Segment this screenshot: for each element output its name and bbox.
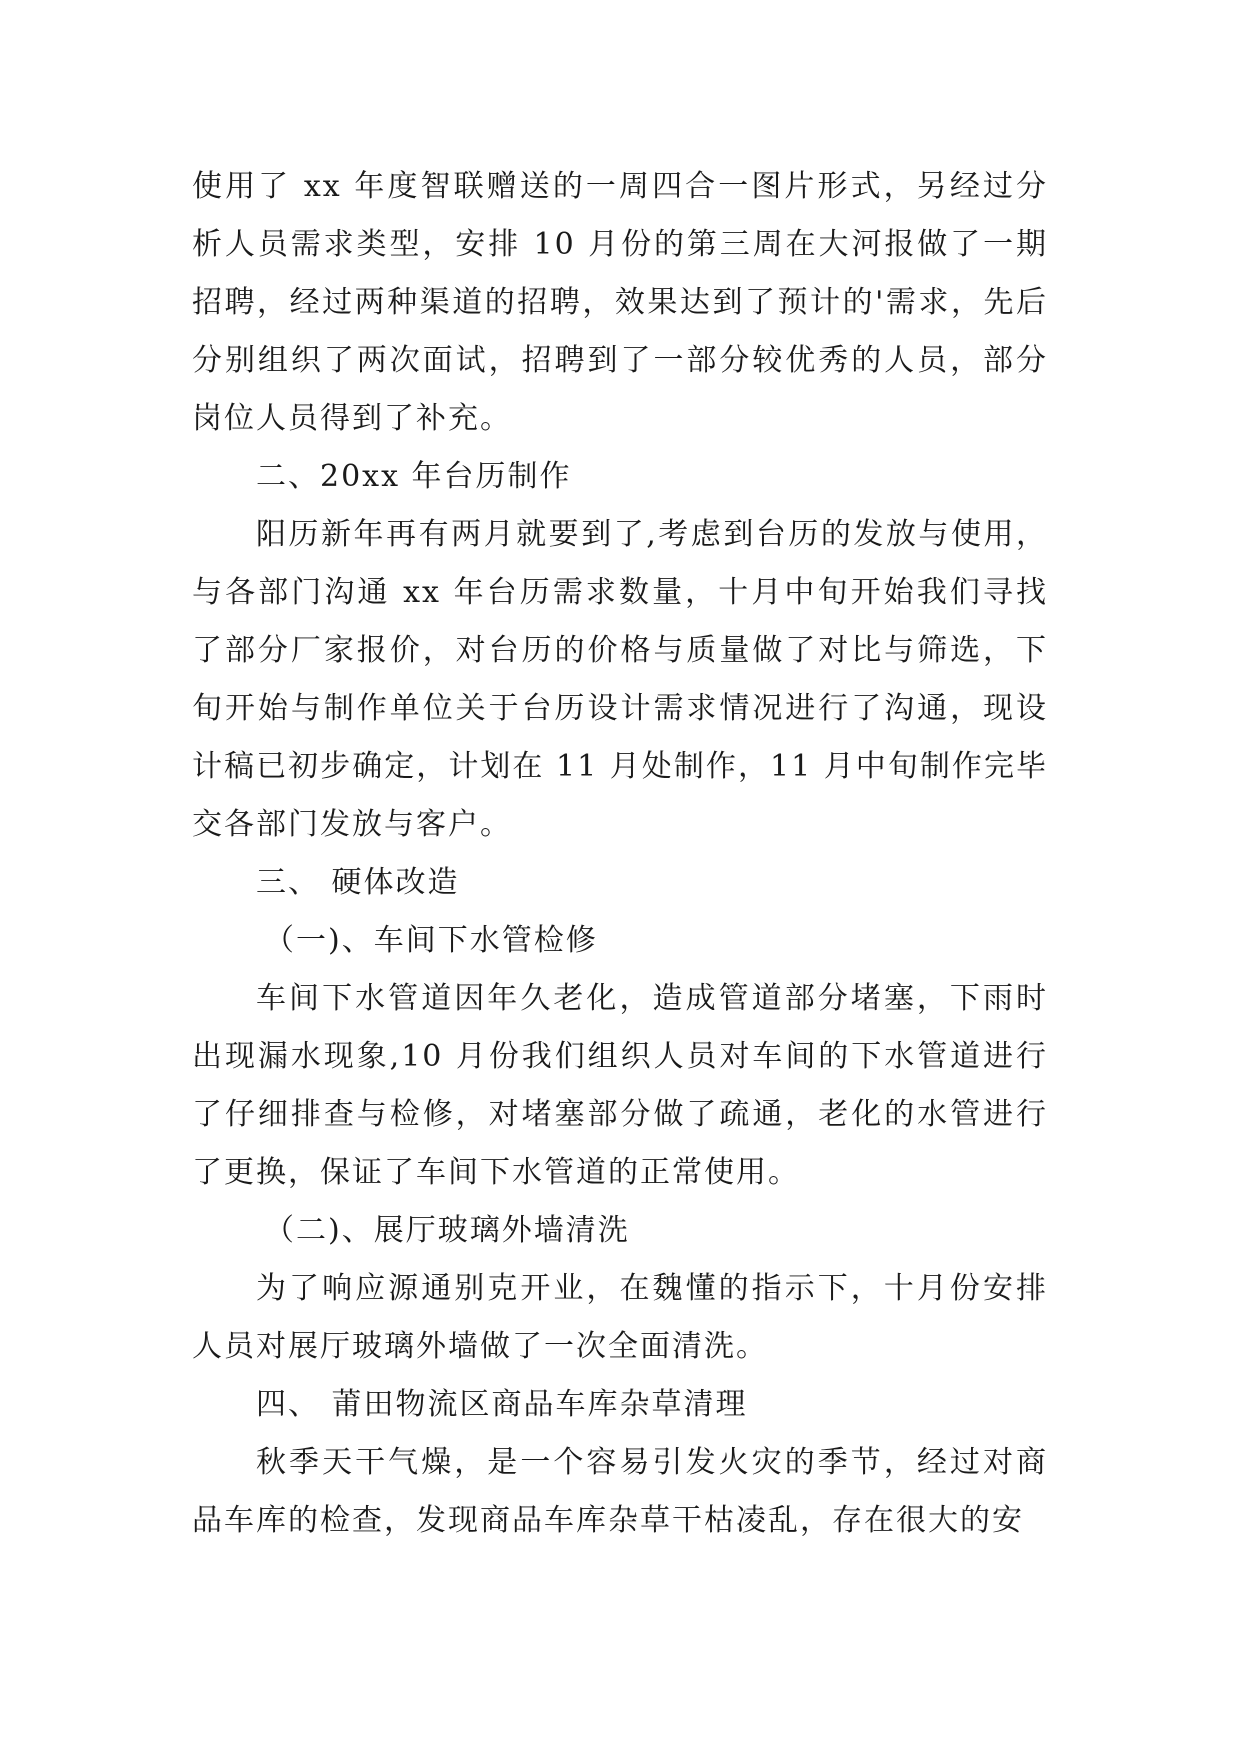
document-body: [192, 158, 1048, 1550]
heading-weed-clearing: 四、 莆田物流区商品车库杂草清理: [256, 1387, 748, 1422]
paragraph-calendar-production: 阳历新年再有两月就要到了,考虑到台历的发放与使用，与各部门沟通 xx 年台历需求数量，十月中旬开始我们寻找了部分厂家报价，对台历的价格与质量做了对比与筛选，下旬开始与制作单位关于台历设计需求情况进行了沟通，现设计稿已初步确定，计划在 11 月处制作，11 月中旬制作完毕交各部门发放与客户。: [192, 517, 1048, 842]
paragraph-weed-clearing: 秋季天干气燥，是一个容易引发火灾的季节，经过对商品车库的检查，发现商品车库杂草干枯凌乱，存在很大的安: [192, 1445, 1048, 1538]
subheading-glass-wall-cleaning: （二)、展厅玻璃外墙清洗: [264, 1213, 630, 1248]
paragraph-drainpipe-repair: 车间下水管道因年久老化，造成管道部分堵塞，下雨时出现漏水现象,10 月份我们组织人员对车间的下水管道进行了仔细排查与检修，对堵塞部分做了疏通，老化的水管进行了更换，保证了车间下水管道的正常使用。: [192, 981, 1048, 1190]
heading-hardware-renovation: 三、 硬体改造: [256, 865, 460, 900]
subheading-drainpipe-repair: （一)、车间下水管检修: [264, 923, 598, 958]
paragraph-glass-wall-cleaning: 为了响应源通别克开业，在魏懂的指示下，十月份安排人员对展厅玻璃外墙做了一次全面清洗。: [192, 1271, 1048, 1364]
paragraph-recruitment-continued: 使用了 xx 年度智联赠送的一周四合一图片形式，另经过分析人员需求类型，安排 10 月份的第三周在大河报做了一期招聘，经过两种渠道的招聘，效果达到了预计的'需求，先后分别组织了两次面试，招聘到了一部分较优秀的人员，部分岗位人员得到了补充。: [192, 169, 1048, 436]
heading-calendar-production: 二、20xx 年台历制作: [256, 459, 572, 494]
